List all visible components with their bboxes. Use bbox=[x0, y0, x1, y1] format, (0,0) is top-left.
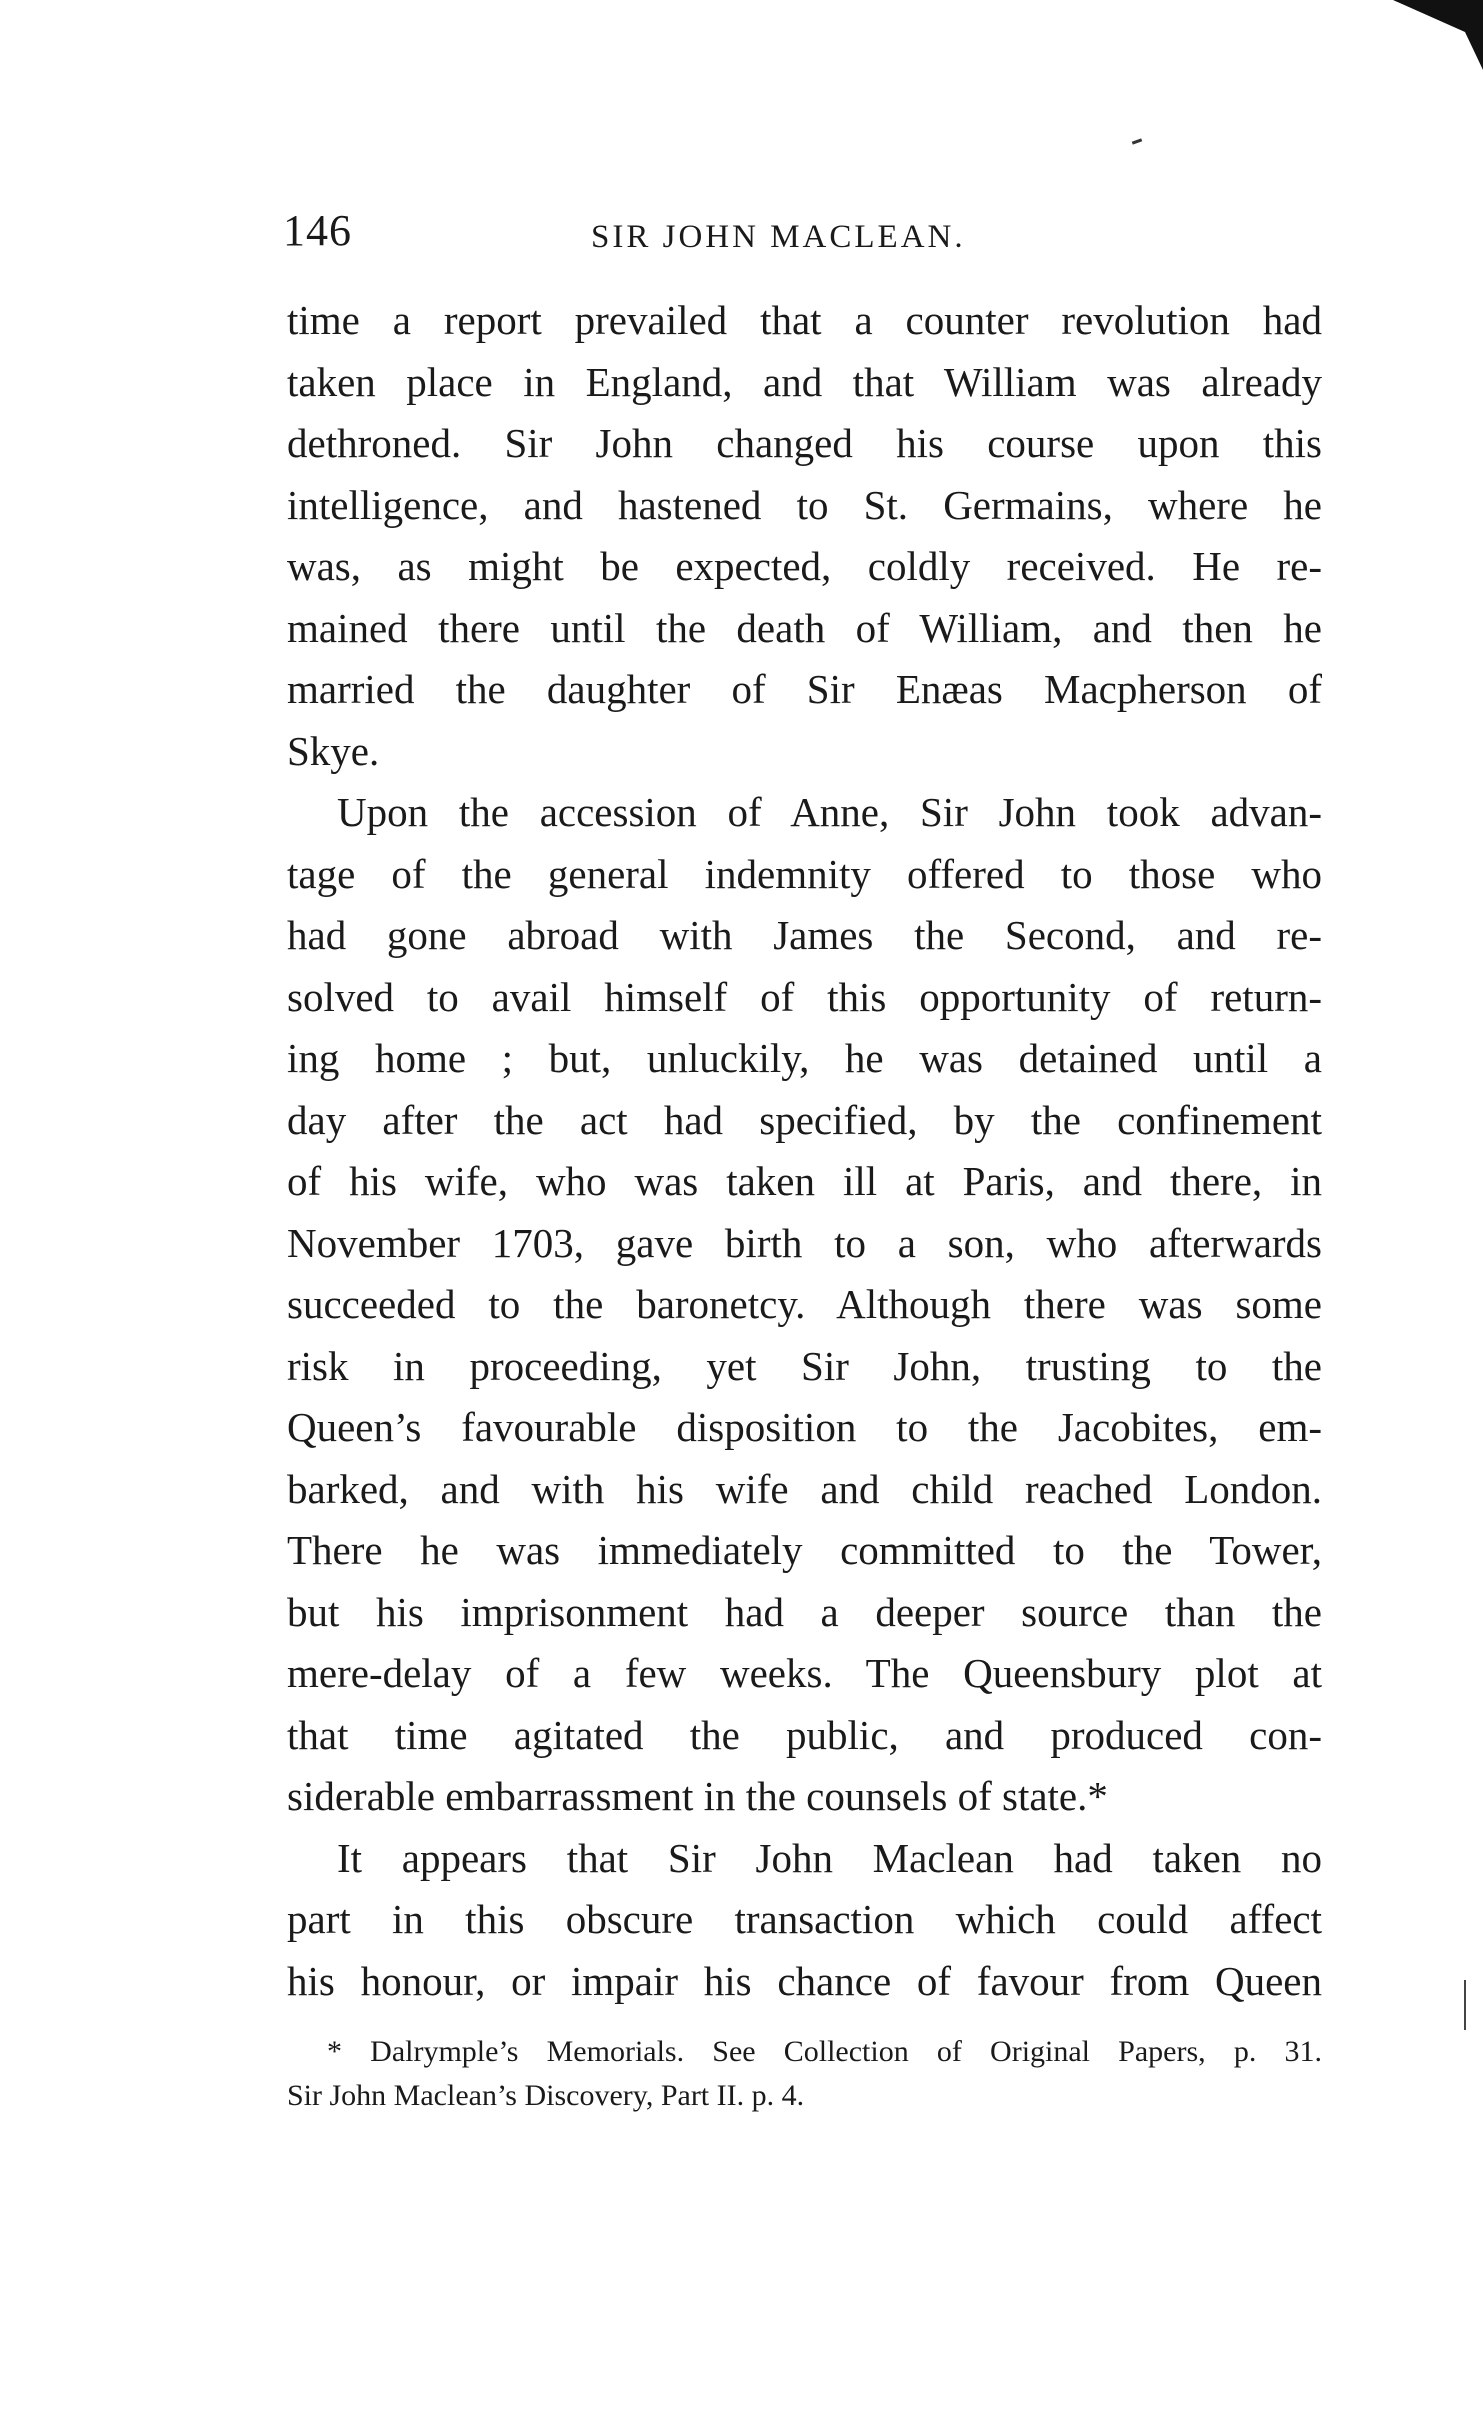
text-line: mere-delay of a few weeks. The Queensbury plot at bbox=[287, 1650, 1322, 1696]
text-line: part in this obscure transaction which could affect bbox=[287, 1896, 1322, 1942]
text-line: Skye. bbox=[287, 727, 380, 774]
text-line: married the daughter of Sir Enæas Macpherson of bbox=[287, 666, 1322, 712]
text-line: day after the act had specified, by the confinement bbox=[287, 1096, 1322, 1143]
text-line: had gone abroad with James the Second, and re- bbox=[287, 912, 1322, 958]
text-line: siderable embarrassment in the counsels of state.* bbox=[287, 1773, 1108, 1819]
text-line: barked, and with his wife and child reached London. bbox=[287, 1465, 1322, 1512]
text-line: There he was immediately committed to the Tower, bbox=[287, 1527, 1322, 1573]
footnote-line: * Dalrymple’s Memorials. See Collection of Original Papers, p. 31. bbox=[327, 2035, 1322, 2068]
page-number: 146 bbox=[283, 206, 352, 255]
text-line: was, as might be expected, coldly received. He re- bbox=[287, 543, 1322, 589]
text-line: November 1703, gave birth to a son, who afterwards bbox=[287, 1219, 1322, 1266]
text-line: Upon the accession of Anne, Sir John took advan- bbox=[337, 789, 1322, 835]
text-line: ing home ; but, unluckily, he was detained until a bbox=[287, 1035, 1322, 1081]
text-line: but his imprisonment had a deeper source than the bbox=[287, 1588, 1322, 1635]
text-line: that time agitated the public, and produced con- bbox=[287, 1711, 1322, 1758]
text-line: his honour, or impair his chance of favour from Queen bbox=[287, 1957, 1322, 2004]
text-line: succeeded to the baronetcy. Although there was some bbox=[287, 1281, 1322, 1327]
ink-speck bbox=[1132, 138, 1142, 144]
text-line: time a report prevailed that a counter revolution had bbox=[287, 297, 1322, 343]
text-line: risk in proceeding, yet Sir John, trusting to the bbox=[287, 1342, 1322, 1389]
text-line: solved to avail himself of this opportunity of return- bbox=[287, 973, 1322, 1020]
text-line: It appears that Sir John Maclean had taken no bbox=[337, 1834, 1322, 1881]
running-head: SIR JOHN MACLEAN. bbox=[591, 219, 966, 255]
page-edge-mark bbox=[1464, 1980, 1466, 2030]
text-line: intelligence, and hastened to St. Germains, where he bbox=[287, 481, 1322, 528]
text-line: mained there until the death of William, and then he bbox=[287, 604, 1322, 651]
footnote-line: Sir John Maclean’s Discovery, Part II. p. 4. bbox=[287, 2079, 805, 2112]
text-line: dethroned. Sir John changed his course upon this bbox=[287, 420, 1322, 466]
page-header bbox=[283, 205, 1323, 265]
text-line: of his wife, who was taken ill at Paris, and there, in bbox=[287, 1158, 1322, 1204]
body-text bbox=[287, 290, 1322, 2012]
text-line: Queen’s favourable disposition to the Jacobites, em- bbox=[287, 1404, 1322, 1450]
text-line: taken place in England, and that William was already bbox=[287, 358, 1322, 405]
footnote bbox=[287, 2030, 1322, 2118]
page-corner-fold-mark bbox=[1393, 0, 1483, 70]
text-line: tage of the general indemnity offered to those who bbox=[287, 850, 1322, 897]
